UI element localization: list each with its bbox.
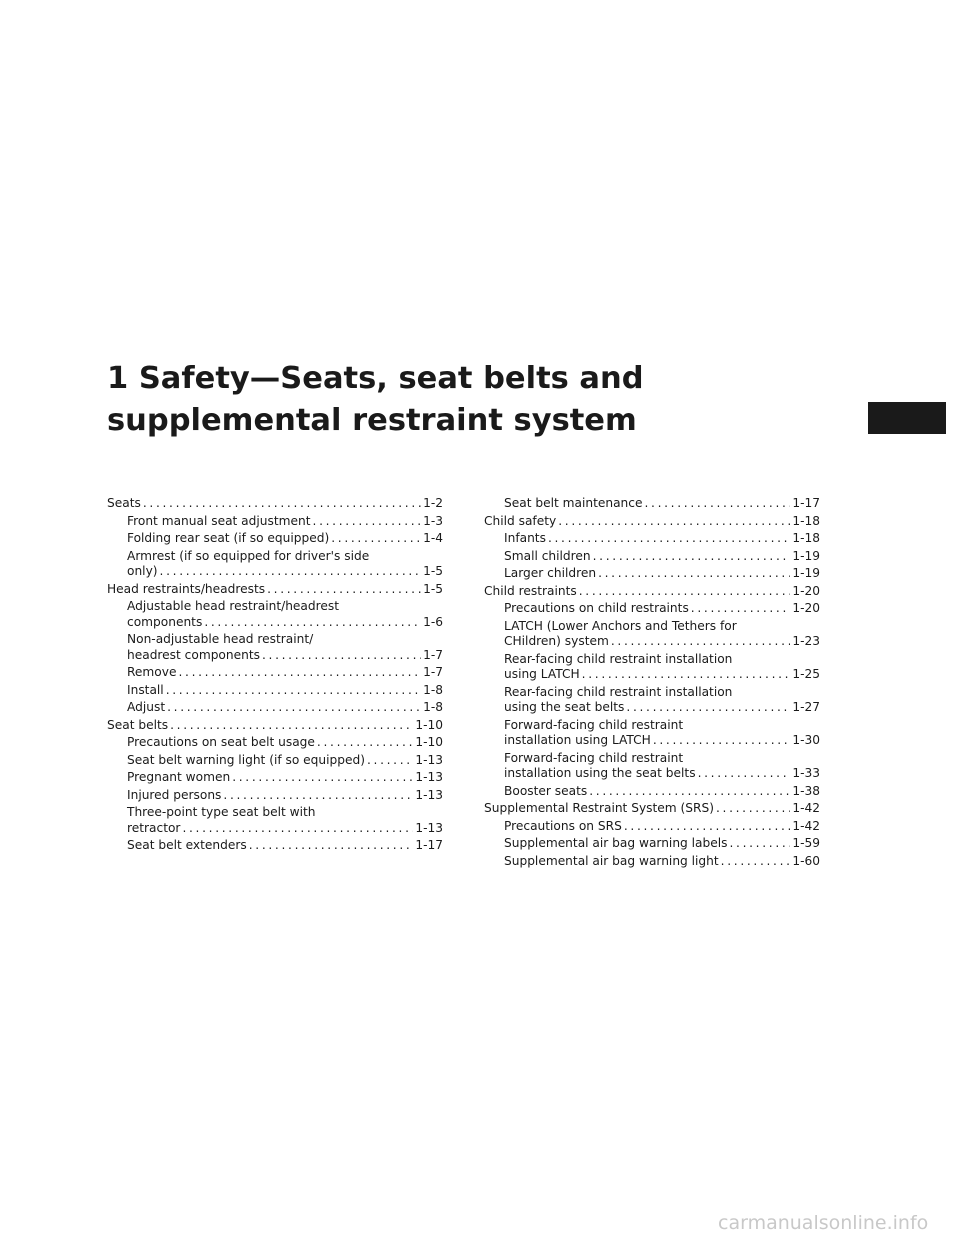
toc-entry-row (504, 601, 820, 617)
toc-entry-label: Supplemental Restraint System (SRS) (484, 801, 714, 815)
toc-entry[interactable] (107, 549, 443, 580)
toc-entry-row (504, 733, 820, 749)
toc-entry-row (127, 531, 443, 547)
toc-dot-leader (178, 665, 421, 681)
toc-entry-label: Booster seats (504, 783, 588, 798)
toc-entry[interactable] (107, 735, 443, 751)
toc-entry-page: 1-20 (792, 583, 820, 598)
toc-entry-page: 1-38 (792, 783, 820, 798)
toc-entry[interactable] (107, 718, 443, 734)
toc-entry[interactable] (484, 801, 820, 817)
toc-entry-label: only) (127, 564, 158, 578)
toc-entry-row (127, 788, 443, 804)
toc-entry-row (127, 821, 443, 837)
toc-dot-leader (160, 564, 422, 580)
toc-entry-row (504, 531, 820, 547)
toc-entry-label: Small children (504, 548, 591, 563)
toc-entry-row (127, 683, 443, 699)
toc-entry-label: Infants (504, 531, 546, 545)
toc-dot-leader (691, 601, 791, 617)
toc-entry[interactable] (484, 718, 820, 749)
toc-entry-row (484, 584, 820, 600)
toc-entry-label: Folding rear seat (if so equipped) (127, 531, 330, 545)
toc-entry[interactable] (484, 531, 820, 547)
toc-entry-page: 1-30 (792, 733, 820, 747)
toc-entry-page: 1-3 (423, 513, 443, 528)
toc-entry-label: Precautions on SRS (504, 818, 622, 833)
toc-entry[interactable] (107, 753, 443, 769)
toc-entry-page: 1-6 (423, 614, 443, 629)
toc-entry-label-line: Adjustable head restraint/headrest (127, 599, 340, 613)
toc-entry-label: components (127, 614, 203, 629)
toc-entry[interactable] (484, 854, 820, 870)
toc-entry[interactable] (107, 770, 443, 786)
toc-entry-row (504, 700, 820, 716)
toc-entry-page: 1-5 (423, 581, 443, 596)
chapter-tab-marker (868, 402, 946, 434)
toc-entry-page: 1-18 (792, 513, 820, 528)
toc-entry-row (107, 582, 443, 598)
toc-dot-leader (170, 718, 413, 734)
toc-entry-row (107, 496, 443, 512)
toc-entry[interactable] (484, 514, 820, 530)
chapter-title-line-2: supplemental restraint system (107, 403, 637, 438)
toc-entry-page: 1-25 (792, 667, 820, 681)
toc-dot-leader (166, 683, 421, 699)
toc-dot-leader (267, 582, 421, 598)
toc-dot-leader (593, 549, 791, 565)
toc-entry-page: 1-13 (415, 787, 443, 802)
toc-dot-leader (558, 514, 790, 530)
toc-entry-label: Larger children (504, 566, 597, 580)
toc-entry-row (127, 838, 443, 854)
toc-entry-page: 1-42 (792, 818, 820, 833)
chapter-title-line-1: 1 Safety—Seats, seat belts and (107, 361, 644, 396)
toc-entry-label: headrest components (127, 647, 260, 662)
toc-dot-leader (143, 496, 421, 512)
toc-entry[interactable] (484, 496, 820, 512)
toc-entry-row (127, 665, 443, 681)
toc-entry[interactable] (107, 805, 443, 836)
toc-entry-label: installation using LATCH (504, 733, 651, 747)
toc-entry-row (127, 648, 443, 664)
toc-entry-row (504, 549, 820, 565)
toc-entry-label: Precautions on seat belt usage (127, 735, 315, 749)
toc-entry-row (504, 854, 820, 870)
toc-entry-label: Front manual seat adjustment (127, 513, 311, 528)
toc-entry-page: 1-7 (423, 665, 443, 679)
toc-entry[interactable] (484, 584, 820, 600)
toc-entry[interactable] (107, 683, 443, 699)
toc-column-left (107, 496, 443, 856)
toc-entry[interactable] (484, 652, 820, 683)
toc-entry[interactable] (107, 665, 443, 681)
toc-entry-page: 1-2 (423, 496, 443, 510)
toc-entry-label-line: Forward-facing child restraint (504, 750, 684, 765)
toc-entry-page: 1-17 (415, 838, 443, 852)
toc-dot-leader (262, 648, 421, 664)
toc-entry-row (484, 801, 820, 817)
toc-entry-row (504, 667, 820, 683)
toc-entry-page: 1-42 (792, 801, 820, 815)
toc-entry-page: 1-23 (792, 634, 820, 648)
toc-entry-page: 1-10 (415, 717, 443, 732)
toc-entry-page: 1-17 (792, 496, 820, 510)
toc-entry-label-line: Rear-facing child restraint installation (504, 684, 733, 699)
toc-entry-page: 1-13 (415, 752, 443, 767)
toc-entry[interactable] (484, 601, 820, 617)
toc-entry[interactable] (484, 566, 820, 582)
toc-entry-page: 1-59 (792, 836, 820, 850)
toc-entry-row (504, 566, 820, 582)
toc-entry-page: 1-33 (792, 766, 820, 780)
toc-entry[interactable] (107, 700, 443, 716)
toc-entry-page: 1-13 (415, 770, 443, 784)
toc-entry-label: Seat belts (107, 717, 169, 732)
toc-entry-row (127, 753, 443, 769)
toc-entry-page: 1-27 (792, 700, 820, 714)
toc-entry-page: 1-20 (792, 601, 820, 615)
toc-entry-page: 1-60 (792, 853, 820, 868)
toc-entry-label-line: LATCH (Lower Anchors and Tethers for (504, 618, 737, 633)
toc-entry[interactable] (107, 788, 443, 804)
toc-entry-row (127, 564, 443, 580)
toc-dot-leader (204, 615, 421, 631)
toc-entry-label: Supplemental air bag warning light (504, 853, 719, 868)
toc-dot-leader (223, 788, 413, 804)
toc-entry-page: 1-18 (792, 531, 820, 545)
toc-entry-row (127, 700, 443, 716)
toc-entry-label: Child safety (484, 513, 557, 528)
toc-entry[interactable] (107, 531, 443, 547)
toc-entry-label: using LATCH (504, 667, 580, 681)
toc-dot-leader (331, 531, 421, 547)
toc-entry-label: Supplemental air bag warning labels (504, 836, 728, 850)
toc-entry[interactable] (484, 819, 820, 835)
toc-entry-page: 1-8 (423, 700, 443, 714)
toc-entry-row (504, 766, 820, 782)
toc-entry-label: Seat belt warning light (if so equipped) (127, 752, 365, 767)
toc-entry-label-line: Rear-facing child restraint installation (504, 651, 733, 666)
toc-entry-page: 1-13 (415, 820, 443, 835)
toc-entry-row (504, 836, 820, 852)
toc-entry[interactable] (107, 582, 443, 598)
toc-entry-row (504, 819, 820, 835)
toc-entry-page: 1-10 (415, 735, 443, 749)
toc-entry[interactable] (107, 514, 443, 530)
toc-entry[interactable] (484, 685, 820, 716)
toc-entry-label-line: Forward-facing child restraint (504, 717, 684, 732)
toc-dot-leader (626, 700, 790, 716)
toc-entry-row (107, 718, 443, 734)
toc-dot-leader (232, 770, 413, 786)
toc-entry[interactable] (484, 619, 820, 650)
toc-entry-page: 1-19 (792, 566, 820, 580)
toc-entry-label: Seat belt extenders (127, 838, 247, 852)
toc-dot-leader (317, 735, 413, 751)
toc-entry-label: using the seat belts (504, 700, 625, 714)
toc-dot-leader (367, 753, 413, 769)
toc-dot-leader (644, 496, 790, 512)
toc-entry-row (127, 514, 443, 530)
toc-dot-leader (624, 819, 790, 835)
toc-entry-label: Precautions on child restraints (504, 601, 689, 615)
toc-dot-leader (579, 584, 791, 600)
toc-entry[interactable] (107, 838, 443, 854)
toc-entry[interactable] (484, 784, 820, 800)
toc-entry-row (504, 634, 820, 650)
toc-entry-label-line: Non-adjustable head restraint/ (127, 632, 314, 646)
toc-entry-label: Seats (107, 496, 141, 510)
toc-entry-label: Injured persons (127, 787, 222, 802)
toc-entry-label-line: Armrest (if so equipped for driver's side (127, 548, 370, 563)
toc-entry-page: 1-5 (423, 564, 443, 578)
toc-entry-label: Install (127, 682, 164, 697)
toc-entry-label: installation using the seat belts (504, 766, 696, 780)
toc-entry-label: CHildren) system (504, 634, 609, 648)
toc-dot-leader (313, 514, 422, 530)
toc-entry-row (127, 735, 443, 751)
toc-entry[interactable] (484, 836, 820, 852)
toc-entry-page: 1-19 (792, 548, 820, 563)
toc-entry-label: retractor (127, 820, 181, 835)
toc-entry-label: Remove (127, 665, 177, 679)
toc-entry[interactable] (484, 751, 820, 782)
toc-dot-leader (182, 821, 413, 837)
toc-dot-leader (167, 700, 421, 716)
toc-entry[interactable] (107, 496, 443, 512)
toc-entry-row (127, 615, 443, 631)
toc-entry-label: Adjust (127, 700, 166, 714)
toc-dot-leader (729, 836, 790, 852)
toc-entry-label-line: Three-point type seat belt with (127, 805, 316, 819)
toc-dot-leader (653, 733, 791, 749)
toc-entry-page: 1-7 (423, 647, 443, 662)
toc-entry-row (504, 496, 820, 512)
toc-entry[interactable] (107, 599, 443, 630)
toc-dot-leader (249, 838, 414, 854)
toc-entry-label: Child restraints (484, 583, 577, 598)
toc-dot-leader (716, 801, 790, 817)
chapter-title (107, 358, 787, 442)
toc-dot-leader (698, 766, 791, 782)
toc-entry-row (127, 770, 443, 786)
toc-entry-label: Seat belt maintenance (504, 496, 643, 510)
toc-entry-label: Pregnant women (127, 770, 231, 784)
toc-dot-leader (598, 566, 790, 582)
toc-entry-page: 1-8 (423, 682, 443, 697)
toc-entry-row (504, 784, 820, 800)
toc-dot-leader (548, 531, 790, 547)
watermark: carmanualsonline.info (718, 1212, 929, 1234)
toc-dot-leader (589, 784, 790, 800)
toc-entry-page: 1-4 (423, 531, 443, 545)
toc-dot-leader (611, 634, 790, 650)
toc-entry[interactable] (484, 549, 820, 565)
toc-dot-leader (721, 854, 791, 870)
toc-entry-row (484, 514, 820, 530)
toc-entry[interactable] (107, 632, 443, 663)
toc-entry-label: Head restraints/headrests (107, 581, 266, 596)
toc-column-right (484, 496, 820, 871)
toc-dot-leader (582, 667, 791, 683)
